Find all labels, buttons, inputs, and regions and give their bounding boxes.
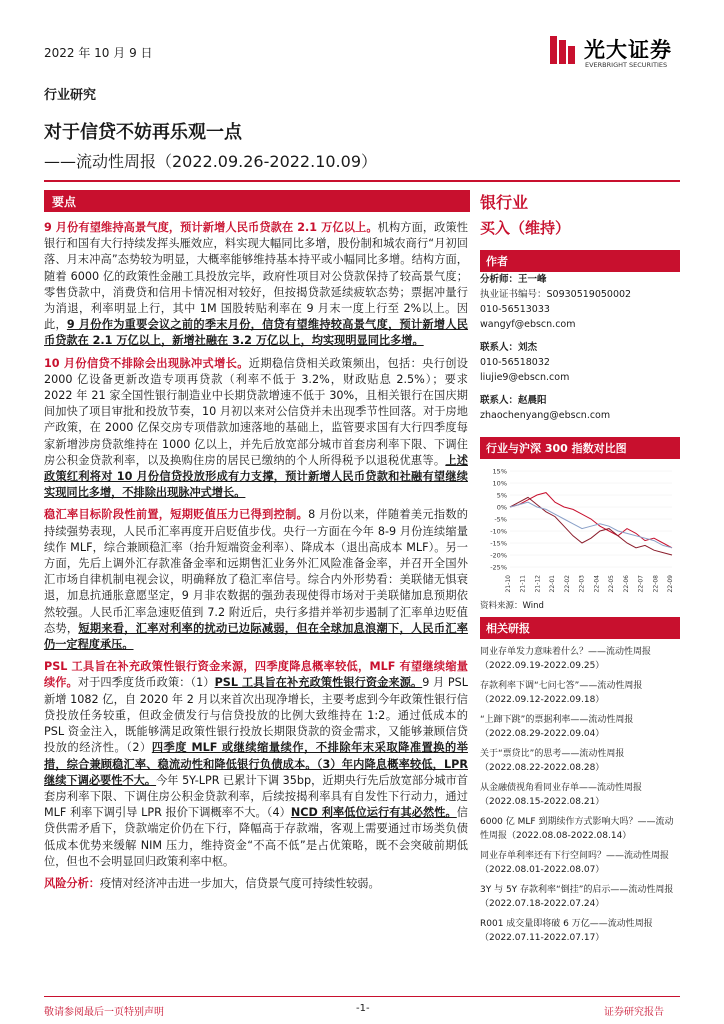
chart-series-line — [510, 493, 672, 548]
related-report-item[interactable] — [480, 645, 680, 673]
analyst-email[interactable]: wangyf@ebscn.com — [480, 319, 576, 330]
related-report-item[interactable] — [480, 883, 680, 911]
authors-header: 作者 — [480, 250, 680, 272]
chart-ytick-label: 15% — [492, 467, 507, 476]
chart-xtick-label: 22-04 — [593, 575, 601, 593]
summary-label: 要点 — [52, 195, 77, 209]
p3-highlight: 稳汇率目标阶段性前置，短期贬值压力已得到控制。 — [44, 508, 309, 522]
comparison-chart-svg — [480, 463, 680, 597]
chart-xtick-label: 21-12 — [534, 575, 542, 593]
contact-1: 联系人：刘杰 — [480, 342, 538, 353]
chart-ytick-label: -25% — [490, 563, 507, 572]
author-block — [480, 272, 680, 423]
chart-xtick-label: 22-05 — [608, 575, 616, 593]
summary-bar — [44, 190, 470, 212]
p4-body2: 9 月 PSL 新增 1082 亿，自 2020 年 2 月以来首次出现净增长，主要考虑到今年政策性银行信贷投放任务较重，但政金债发行与信贷投放的比例大致维持在 1:2。通过低成本的 PSL 资金注入，既能够满足政策性银行投放长期限贷款的资金需求，又能够兼顾信贷投放的经济性。（2） — [44, 676, 468, 755]
related-report-item[interactable] — [480, 781, 680, 809]
related-header: 相关研报 — [480, 617, 680, 639]
chart-source: 资料来源：Wind — [480, 601, 544, 611]
risk-paragraph — [44, 876, 468, 892]
chart-ytick-label: -20% — [490, 551, 507, 560]
chart-xtick-label: 22-08 — [652, 575, 660, 593]
chart-xtick-label: 22-03 — [578, 575, 586, 593]
related-report-date: （2022.09.19-2022.09.25） — [480, 661, 605, 671]
related-report-date: （2022.08.29-2022.09.04） — [480, 729, 605, 739]
p4-underline3: NCD 利率低位运行有其必然性。 — [290, 806, 457, 820]
contact-2: 联系人：赵晨阳 — [480, 395, 547, 406]
analyst-name: 分析师：王一峰 — [480, 274, 547, 285]
related-report-title: 存款利率下调“七问七答”——流动性周报 — [480, 681, 643, 691]
footer-divider — [44, 996, 680, 997]
contact-1-phone: 010-56518032 — [480, 357, 550, 368]
related-report-date: （2022.08.15-2022.08.21） — [480, 797, 605, 807]
paragraph-2 — [44, 356, 468, 502]
main-text — [44, 220, 468, 898]
chart-ytick-label: -10% — [490, 527, 507, 536]
footer-disclaimer[interactable]: 敬请参阅最后一页特别声明 — [44, 1007, 164, 1018]
p2-body: 近期稳信贷相关政策频出，包括：央行创设 2000 亿设备更新改造专项再贷款（利率不低于 3.2%，财政贴息 2.5%）；要求 2022 年 21 家全国性银行制造业中长期贷款增速不低于 30%，且相关银行在国庆期间加快了项目审批和投放节奏，10 月初以来对公信贷并未出现季节性回落。对于房地产政策，在 2000 亿保交房专项借款加速落地的基础上，监管要求国有大行四季度每家新增涉房贷款维持在 1000 亿以上，并先后放宽部分城市首套房利率下限、下调住房公积金贷款利率，以及换购住房的居民已缴纳的个人所得税予以退税优惠等。 — [44, 356, 468, 467]
related-list — [480, 645, 680, 945]
report-category: 行业研究 — [44, 88, 97, 103]
chart-ytick-label: -15% — [490, 539, 507, 548]
company-logo — [548, 34, 688, 74]
chart-ytick-label: 0% — [496, 503, 507, 512]
related-report-title: 6000 亿 MLF 到期续作方式影响大吗？——流动性周报（2022.08.08-2022.08.14） — [480, 817, 674, 841]
chart-series-line — [510, 502, 672, 548]
related-report-title: R001 成交量即将破 6 万亿——流动性周报（2022.07.11-2022.07.17） — [480, 919, 653, 943]
related-report-date: （2022.09.12-2022.09.18） — [480, 695, 605, 705]
analyst-phone: 010-56513033 — [480, 304, 550, 315]
related-report-item[interactable] — [480, 679, 680, 707]
chart-xtick-label: 22-06 — [622, 575, 630, 593]
chart-header: 行业与沪深 300 指数对比图 — [480, 437, 680, 459]
p1-body: 机构方面，政策性银行和国有大行持续发挥头雁效应，料实现大幅同比多增，股份制和城农商行“月初回落、月末冲高”态势较为明显，大概率能够维持基本持平或小幅同比多增。结构方面，随着 6000 亿的政策性金融工具投放完毕，政府性项目对公贷款保持了较高景气度；零售贷款中，消费贷和信用卡情况相对较好，但按揭贷款延续疲软态势；票据冲量行为消退，利率明显上行，其中 1M 国股转贴利率在 9 月末一度上行至 2%以上。因此， — [44, 221, 468, 332]
report-date: 2022 年 10 月 9 日 — [44, 46, 153, 60]
p2-highlight: 10 月份信贷不排除会出现脉冲式增长。 — [44, 356, 249, 370]
p4-underline2: 四季度 MLF 或继续缩量续作，不排除年末采取降准置换的举措，综合兼顾稳汇率、稳流动性和降低银行负债成本。（3）年内降息概率较低，LPR 继续下调必要性不大。 — [44, 741, 468, 787]
related-report-item[interactable] — [480, 747, 680, 775]
p4-body1: 对于四季度货币政策：（1） — [77, 676, 215, 690]
related-report-item[interactable] — [480, 849, 680, 877]
chart-xtick-label: 22-01 — [549, 575, 557, 593]
rating: 买入（维持） — [480, 219, 571, 237]
risk-label: 风险分析： — [44, 876, 100, 890]
paragraph-1 — [44, 220, 468, 350]
comparison-chart — [480, 463, 680, 597]
related-report-title: 同业存单利率还有下行空间吗？——流动性周报（2022.08.01-2022.08.07） — [480, 851, 670, 875]
chart-xtick-label: 21-11 — [519, 575, 527, 593]
chart-xtick-label: 22-02 — [563, 575, 571, 593]
p2-underline: 上述政策红利将对 10 月份信贷投放形成有力支撑，预计新增人民币贷款和社融有望继续实现同比多增，不排除出现脉冲式增长。 — [44, 453, 468, 500]
chart-ytick-label: 10% — [492, 479, 507, 488]
related-report-date: （2022.08.22-2022.08.28） — [480, 763, 605, 773]
p1-highlight: 9 月份有望维持高景气度，预计新增人民币贷款在 2.1 万亿以上。 — [44, 221, 378, 234]
title-divider — [44, 180, 680, 182]
chart-ytick-label: 5% — [496, 491, 507, 500]
p1-underline: 9 月份作为重要会议之前的季末月份，信贷有望维持较高景气度，预计新增人民币贷款在 2.1 万亿以上，新增社融在 3.2 万亿以上，均实现明显同比多增。 — [44, 318, 468, 348]
p4-body3: 今年 5Y-LPR 已累计下调 35bp，近期央行先后放宽部分城市首套房利率下限、下调住房公积金贷款利率，后续按揭利率具有自发性下行动力，通过 MLF 利率下调引导 LPR 报价下调概率不大。（4） — [44, 773, 468, 820]
contact-2-email[interactable]: zhaochenyang@ebscn.com — [480, 410, 611, 421]
report-subtitle: ——流动性周报（2022.09.26-2022.10.09） — [44, 152, 377, 171]
cert-number: 执业证书编号：S0930519050002 — [480, 289, 632, 300]
chart-xtick-label: 22-07 — [637, 575, 645, 593]
p3-underline: 短期来看，汇率对利率的扰动已边际减弱，但在全球加息浪潮下，人民币汇率仍一定程度承压。 — [44, 621, 468, 652]
related-report-title: 同业存单发力意味着什么？——流动性周报 — [480, 647, 652, 657]
p4-highlight: PSL 工具旨在补充政策性银行资金来源，四季度降息概率较低，MLF 有望继续缩量续作。 — [44, 660, 468, 690]
report-title: 对于信贷不妨再乐观一点 — [44, 122, 242, 143]
chart-xtick-label: 22-09 — [667, 575, 674, 593]
page-number: -1- — [356, 1003, 370, 1014]
logo-mark-icon — [548, 34, 578, 66]
paragraph-4 — [44, 659, 468, 870]
p4-body4: 信贷供需矛盾下，贷款端定价仍在下行，降幅高于存款端，客观上需要通过市场类负债低成本优势来缓解 NIM 压力，维持资金“不高不低”是占优策略，既不会突破前期低位，但也不会明显回归政策利率中枢。 — [44, 806, 468, 868]
related-report-title: “上蹿下跳”的票据利率——流动性周报 — [480, 715, 634, 725]
chart-ytick-label: -5% — [494, 515, 507, 524]
related-report-item[interactable] — [480, 917, 680, 945]
related-report-title: 关于“票贷比”的思考——流动性周报 — [480, 749, 625, 759]
logo-en-text: EVERBRIGHT SECURITIES — [585, 61, 668, 69]
related-report-title: 3Y 与 5Y 存款利率“倒挂”的启示——流动性周报（2022.07.18-2022.07.24） — [480, 885, 674, 909]
right-sidebar — [480, 190, 680, 951]
related-report-item[interactable] — [480, 815, 680, 843]
p4-highlight2: PSL 工具旨在补充政策性银行资金来源。 — [214, 676, 423, 690]
chart-xtick-label: 21-10 — [505, 575, 512, 593]
logo-cn-text: 光大证券 — [584, 38, 672, 62]
footer-report-type: 证券研究报告 — [604, 1007, 664, 1018]
risk-body: 疫情对经济冲击进一步加大，信贷景气度可持续性较弱。 — [99, 876, 380, 890]
paragraph-3 — [44, 507, 468, 653]
sector-name: 银行业 — [480, 193, 529, 212]
related-report-item[interactable] — [480, 713, 680, 741]
related-report-title: 从金融债视角看同业存单——流动性周报 — [480, 783, 643, 793]
contact-1-email[interactable]: liujie9@ebscn.com — [480, 372, 570, 383]
p3-body: 8 月份以来，伴随着美元指数的持续强势表现，人民币汇率再度开启贬值步伐。央行一方面在今年 8-9 月份连续缩量续作 MLF，综合兼顾稳汇率（抬升短端资金利率）、降成本（退出高成本 MLF）。另一方面，先后上调外汇存款准备金率和远期售汇业务外汇风险准备金率，并召开全国外汇市场自律机制电视会议，明确释放了稳汇率信号。综合内外形势看：美联储无惧衰退，加息抗通胀意愿坚定，9 月非农数据的强劲表现使得市场对于美联储加息预期依然较强。人民币汇率急速贬值到 7.2 附近后，央行多措并举初步遏制了汇率单边贬值态势， — [44, 508, 468, 635]
